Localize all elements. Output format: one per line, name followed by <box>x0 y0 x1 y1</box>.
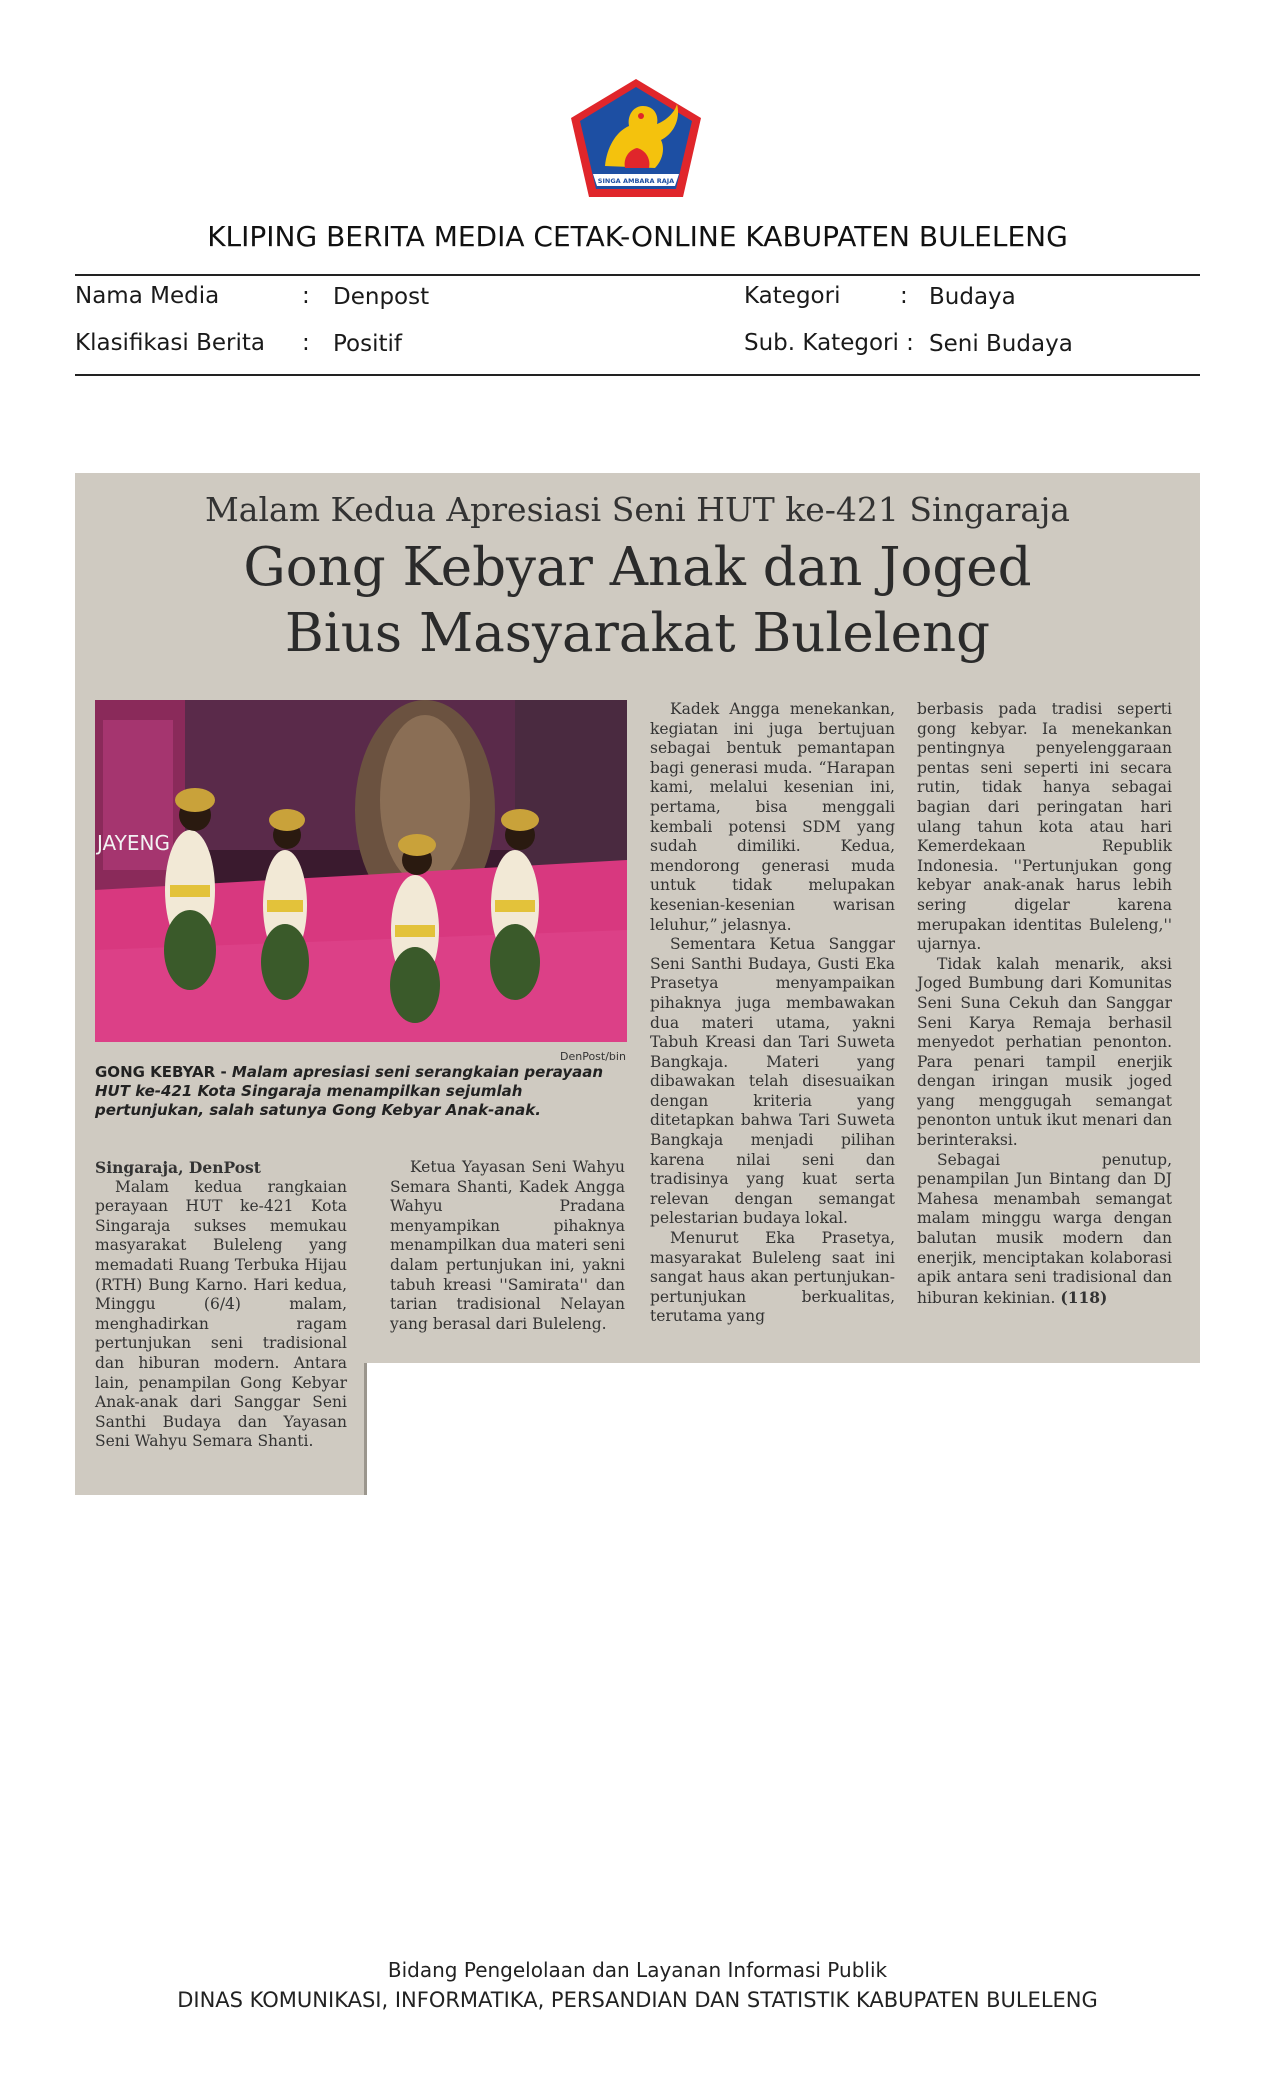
logo-motto: SINGA AMBARA RAJA <box>597 177 675 185</box>
caption-lead: GONG KEBYAR - <box>95 1063 227 1081</box>
document-title: KLIPING BERITA MEDIA CETAK-ONLINE KABUPATEN BULELENG <box>207 220 1068 253</box>
article-photo <box>95 700 627 1042</box>
article-headline <box>75 535 1200 667</box>
sub-kategori-value: Seni Budaya <box>929 331 1073 357</box>
kategori-label: Kategori <box>744 283 841 309</box>
article-column-3 <box>650 700 895 1327</box>
column-4-paragraph-3-text: Sebagai penutup, penampilan Jun Bintang dan DJ Mahesa menambah semangat malam minggu warga dengan balutan musik modern dan enerjik, menciptakan kolaborasi apik antara seni tradisional dan hiburan kekinian. <box>917 1150 1172 1307</box>
photo-signage: JAYENG <box>97 831 170 855</box>
caption-body: Malam apresiasi seni serangkaian perayaan HUT ke-421 Kota Singaraja menampilkan sejumlah pertunjukan, salah satunya Gong Kebyar Anak-anak. <box>95 1063 604 1119</box>
klasifikasi-value: Positif <box>333 331 402 357</box>
column-4-paragraph-1: berbasis pada tradisi seperti gong kebyar. Ia menekankan pentingnya penyelenggaraan pentas seni seperti ini secara rutin, tidak hanya sebagai bagian dari peringatan hari ulang tahun kota atau hari Kemerdekaan Republik Indonesia. ''Pertunjukan gong kebyar anak-anak harus lebih sering digelar karena merupakan identitas Buleleng,'' ujarnya. <box>917 700 1172 954</box>
kategori-colon: : <box>900 283 908 309</box>
header-bottom-rule <box>75 374 1200 376</box>
article-kicker: Malam Kedua Apresiasi Seni HUT ke-421 Singaraja <box>205 490 1070 529</box>
column-3-paragraph-1: Kadek Angga menekankan, kegiatan ini juga bertujuan sebagai bentuk pemantapan bagi generasi muda. “Harapan kami, melalui kesenian ini, pertama, bisa menggali kembali potensi SDM yang sudah dimiliki. Kedua, mendorong generasi muda untuk tidak melupakan kesenian-kesenian warisan leluhur,” jelasnya. <box>650 700 895 934</box>
photo-credit: DenPost/bin <box>560 1050 626 1063</box>
article-column-4 <box>917 700 1172 1308</box>
nama-media-colon: : <box>302 283 310 309</box>
column-4-paragraph-2: Tidak kalah menarik, aksi Joged Bumbung dari Komunitas Seni Suna Cekuh dan Sanggar Seni Karya Remaja berhasil menyedot perhatian penonton. Para penari tampil enerjik dengan iringan musik joged yang menggugah semangat penonton untuk ikut menari dan berinteraksi. <box>917 954 1172 1150</box>
klasifikasi-colon: : <box>302 330 310 356</box>
nama-media-label: Nama Media <box>75 283 220 309</box>
article-column-1 <box>95 1158 347 1452</box>
kabupaten-buleleng-logo <box>567 76 705 200</box>
kategori-value: Budaya <box>929 284 1016 310</box>
headline-line-2: Bius Masyarakat Buleleng <box>284 603 991 664</box>
column-3-paragraph-2: Sementara Ketua Sanggar Seni Santhi Budaya, Gusti Eka Prasetya menyampaikan pihaknya juga membawakan dua materi utama, yakni Tabuh Kreasi dan Tari Suweta Bangkaja. Materi yang dibawakan telah disesuaikan dengan kriteria yang ditetapkan bahwa Tari Suweta Bangkaja menjadi pilihan karena nilai seni dan tradisinya yang kuat serta relevan dengan semangat pelestarian budaya lokal. <box>650 935 895 1228</box>
column-4-paragraph-3 <box>917 1151 1172 1309</box>
photo-caption <box>95 1063 635 1120</box>
sub-kategori-label: Sub. Kategori : <box>744 330 914 356</box>
headline-line-1: Gong Kebyar Anak dan Joged <box>243 537 1032 598</box>
nama-media-value: Denpost <box>333 284 430 310</box>
header-top-rule <box>75 274 1200 276</box>
footer-agency: DINAS KOMUNIKASI, INFORMATIKA, PERSANDIAN DAN STATISTIK KABUPATEN BULELENG <box>177 1988 1098 2012</box>
column-1-paragraph: Malam kedua rangkaian perayaan HUT ke-421 Kota Singaraja sukses memukau masyarakat Buleleng yang memadati Ruang Terbuka Hijau (RTH) Bung Karno. Hari kedua, Minggu (6/4) malam, menghadirkan ragam pertunjukan seni tradisional dan hiburan modern. Antara lain, penampilan Gong Kebyar Anak-anak dari Sanggar Seni Santhi Budaya dan Yayasan Seni Wahyu Semara Shanti. <box>95 1177 347 1451</box>
column-2-paragraph: Ketua Yayasan Seni Wahyu Semara Shanti, Kadek Angga Wahyu Pradana menyampikan pihaknya menampilkan dua materi seni dalam pertunjukan ini, yakni tabuh kreasi ''Samirata'' dan tarian tradisional Nelayan yang berasal dari Buleleng. <box>390 1158 625 1333</box>
reporter-code: (118) <box>1060 1287 1108 1307</box>
column-3-paragraph-3: Menurut Eka Prasetya, masyarakat Buleleng saat ini sangat haus akan pertunjukan-pertunjukan berkualitas, terutama yang <box>650 1229 895 1326</box>
article-dateline: Singaraja, DenPost <box>95 1158 261 1177</box>
klasifikasi-label: Klasifikasi Berita <box>75 330 266 356</box>
footer-division: Bidang Pengelolaan dan Layanan Informasi Publik <box>387 1958 888 1982</box>
article-column-2 <box>390 1158 625 1334</box>
